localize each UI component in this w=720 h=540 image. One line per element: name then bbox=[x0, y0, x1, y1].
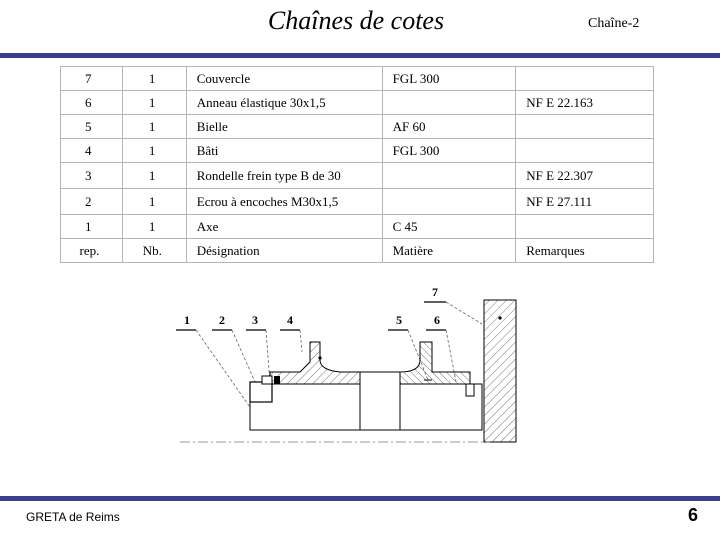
callout-5: 5 bbox=[396, 313, 402, 327]
rep-cell: 2 bbox=[61, 189, 123, 215]
table-row bbox=[61, 163, 654, 189]
rep-cell: 6 bbox=[61, 91, 123, 115]
callout-1: 1 bbox=[184, 313, 190, 327]
rep-header: rep. bbox=[61, 239, 123, 263]
table-row bbox=[61, 91, 654, 115]
nb-header: Nb. bbox=[122, 239, 186, 263]
designation-cell: Ecrou à encoches M30x1,5 bbox=[186, 189, 382, 215]
rep-cell: 4 bbox=[61, 139, 123, 163]
table-row bbox=[61, 189, 654, 215]
designation-cell: Axe bbox=[186, 215, 382, 239]
designation-header: Désignation bbox=[186, 239, 382, 263]
callout-4: 4 bbox=[287, 313, 293, 327]
designation-cell: Bâti bbox=[186, 139, 382, 163]
matiere-header: Matière bbox=[382, 239, 516, 263]
connecting-rod-part bbox=[270, 342, 360, 384]
matiere-cell bbox=[382, 189, 516, 215]
nb-cell: 1 bbox=[122, 67, 186, 91]
remarques-cell bbox=[516, 139, 654, 163]
designation-cell: Anneau élastique 30x1,5 bbox=[186, 91, 382, 115]
retaining-ring-part bbox=[466, 384, 474, 396]
nut-part bbox=[250, 382, 272, 402]
rep-cell: 5 bbox=[61, 115, 123, 139]
designation-cell: Couvercle bbox=[186, 67, 382, 91]
nb-cell: 1 bbox=[122, 163, 186, 189]
washer-tab bbox=[274, 376, 280, 384]
table-row bbox=[61, 115, 654, 139]
page-number: 6 bbox=[688, 505, 699, 525]
remarques-cell: NF E 27.111 bbox=[516, 189, 654, 215]
page-subtitle: Chaîne-2 bbox=[588, 16, 640, 31]
callout-2: 2 bbox=[219, 313, 225, 327]
footer-divider bbox=[0, 496, 720, 501]
matiere-cell: AF 60 bbox=[382, 115, 516, 139]
table-header-row bbox=[61, 239, 654, 263]
rep-cell: 7 bbox=[61, 67, 123, 91]
rep-cell: 3 bbox=[61, 163, 123, 189]
callout-6: 6 bbox=[434, 313, 440, 327]
table-row bbox=[61, 67, 654, 91]
matiere-cell bbox=[382, 163, 516, 189]
footer-organisation: GRETA de Reims bbox=[26, 510, 120, 524]
washer-part bbox=[262, 376, 272, 384]
header-divider bbox=[0, 53, 720, 58]
remarques-cell bbox=[516, 215, 654, 239]
nb-cell: 1 bbox=[122, 215, 186, 239]
nb-cell: 1 bbox=[122, 91, 186, 115]
rod-marker bbox=[318, 356, 321, 359]
remarques-header: Remarques bbox=[516, 239, 654, 263]
page-title: Chaînes de cotes bbox=[267, 6, 445, 35]
designation-cell: Rondelle frein type B de 30 bbox=[186, 163, 382, 189]
remarques-cell bbox=[516, 115, 654, 139]
remarques-cell: NF E 22.307 bbox=[516, 163, 654, 189]
frame-marker bbox=[498, 316, 501, 319]
matiere-cell: FGL 300 bbox=[382, 67, 516, 91]
nb-cell: 1 bbox=[122, 189, 186, 215]
callout-underlines bbox=[176, 302, 446, 330]
rep-cell: 1 bbox=[61, 215, 123, 239]
callout-7: 7 bbox=[432, 285, 438, 299]
nb-cell: 1 bbox=[122, 115, 186, 139]
designation-cell: Bielle bbox=[186, 115, 382, 139]
shaft-hub bbox=[360, 372, 400, 430]
frame-part bbox=[484, 300, 516, 442]
assembly-drawing bbox=[170, 280, 530, 450]
remarques-cell bbox=[516, 67, 654, 91]
table-row bbox=[61, 215, 654, 239]
parts-list-table bbox=[60, 66, 654, 263]
nb-cell: 1 bbox=[122, 139, 186, 163]
callout-3: 3 bbox=[252, 313, 258, 327]
matiere-cell: FGL 300 bbox=[382, 139, 516, 163]
matiere-cell: C 45 bbox=[382, 215, 516, 239]
remarques-cell: NF E 22.163 bbox=[516, 91, 654, 115]
matiere-cell bbox=[382, 91, 516, 115]
table-row bbox=[61, 139, 654, 163]
